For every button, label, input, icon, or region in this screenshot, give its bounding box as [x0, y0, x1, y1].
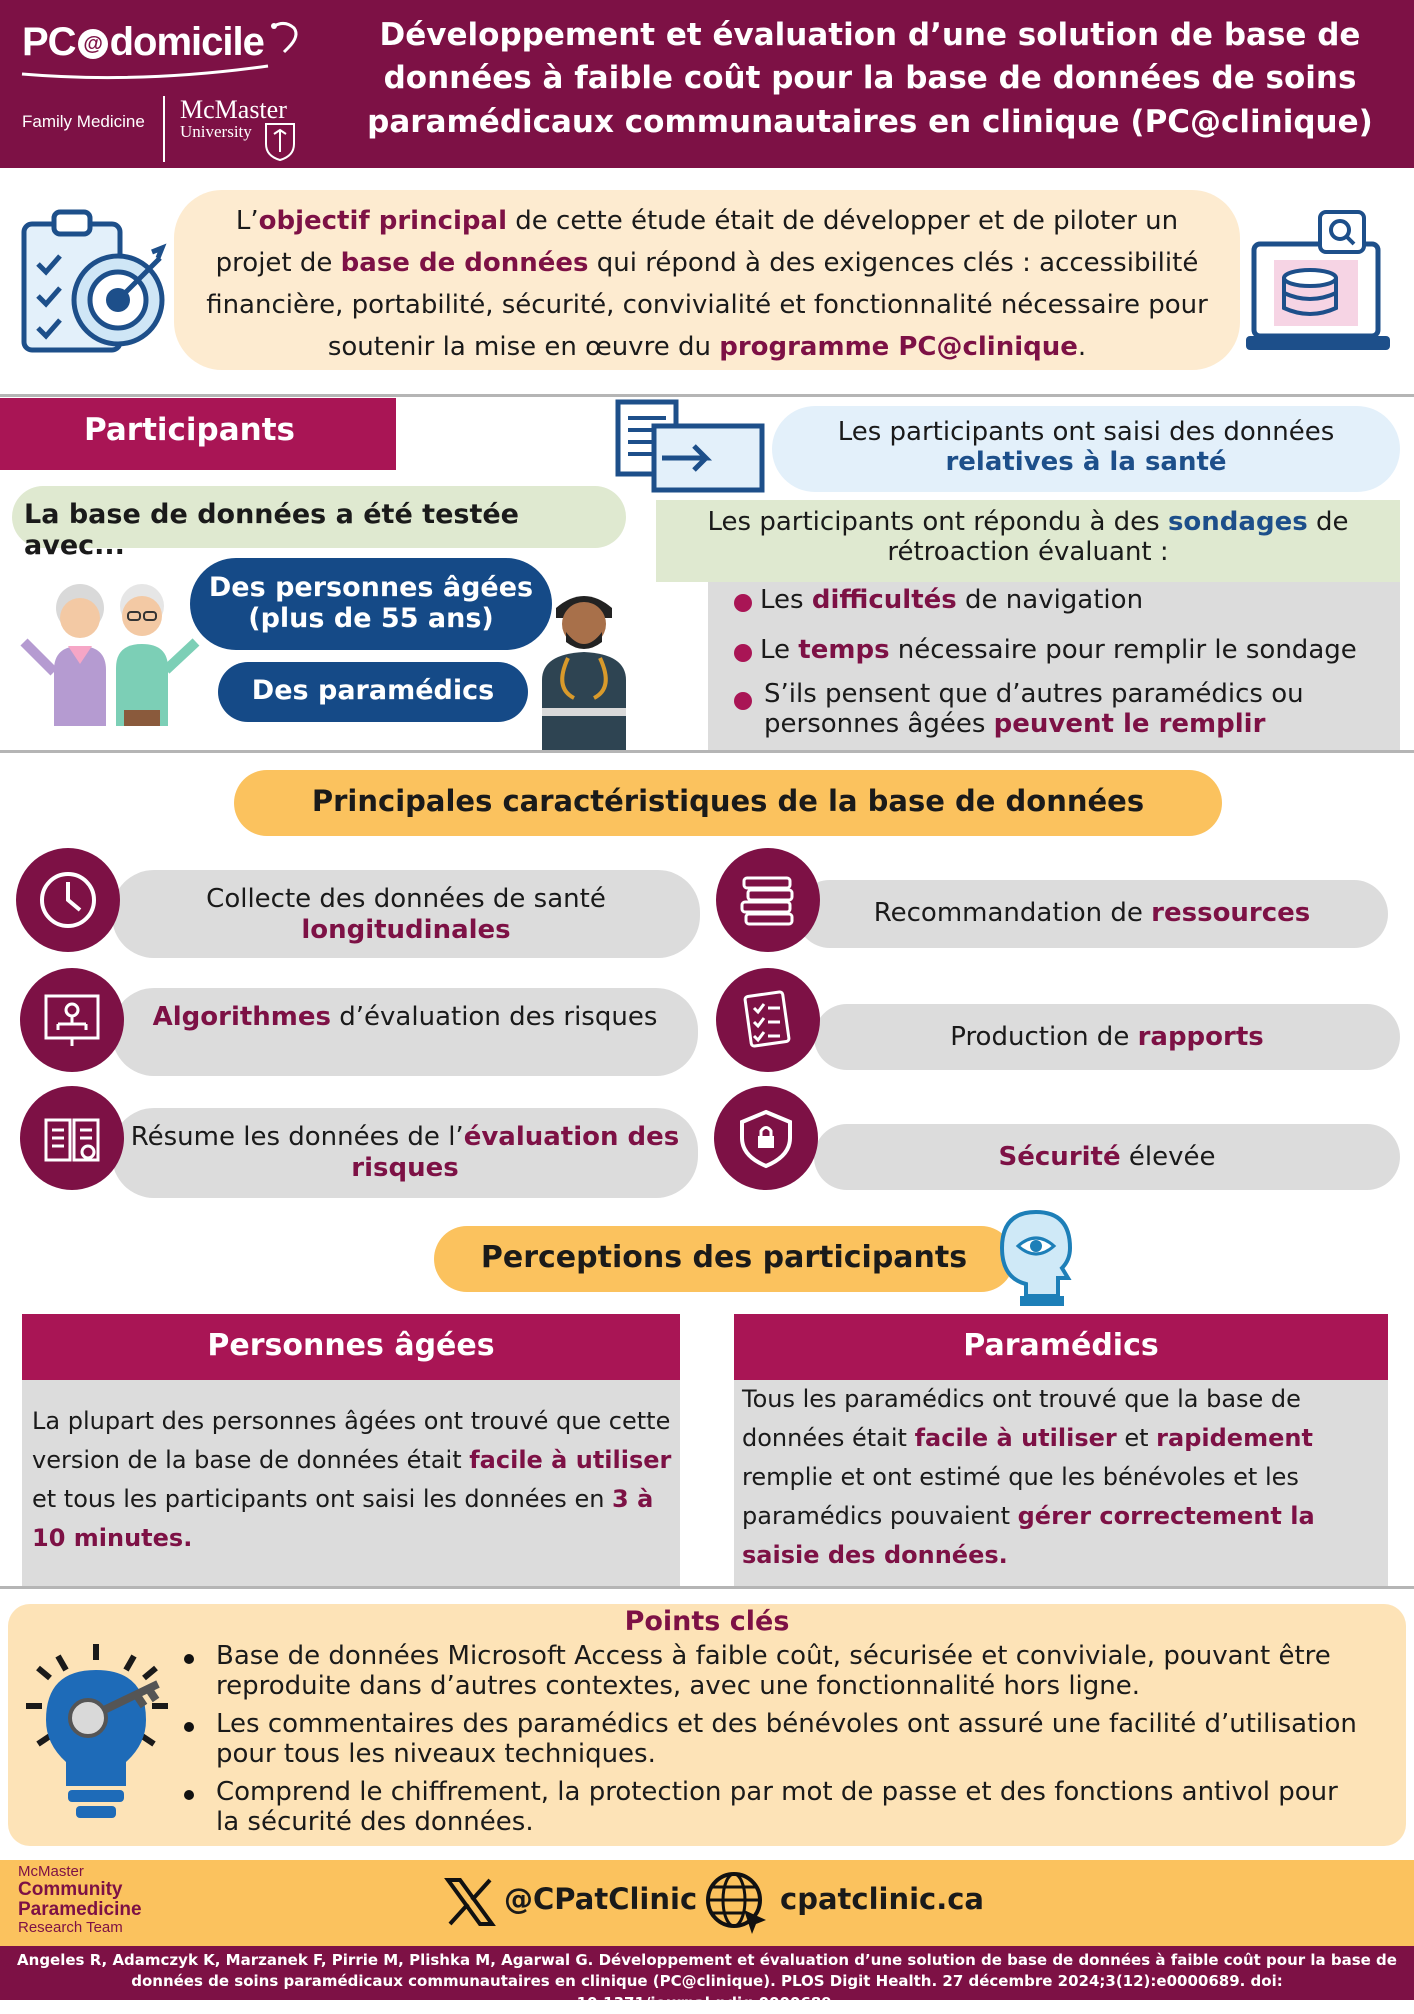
title-line: paramédicaux communautaires en clinique (PC@clinique) — [367, 103, 1373, 140]
mcmaster-name: McMaster — [180, 95, 287, 124]
seniors-group-badge — [190, 558, 552, 650]
bullet-dot — [734, 594, 752, 612]
logo-divider — [163, 96, 165, 162]
tested-with-label: La base de données a été testée avec... — [12, 486, 626, 548]
page-title — [340, 14, 1400, 144]
logo-line: Research Team — [18, 1918, 123, 1936]
university-name: University — [180, 122, 252, 142]
bullet-dot — [184, 1654, 194, 1664]
seniors-age-label: (plus de 55 ans) — [248, 603, 494, 635]
research-team-logo — [18, 1864, 142, 1935]
title-line: Développement et évaluation d’une solution de base de — [379, 17, 1361, 53]
objective-text: de cette étude était de développer et de piloter un projet de — [215, 206, 1179, 279]
survey-text: de rétroaction évaluant : — [887, 507, 1349, 567]
open-book-icon — [42, 1108, 102, 1168]
feature-icon-circle — [20, 968, 124, 1072]
feature-highlight: longitudinales — [301, 914, 511, 945]
paramedics-column-heading: Paramédics — [734, 1314, 1388, 1380]
seniors-perception-text — [22, 1380, 680, 1586]
survey-highlight: sondages — [1167, 507, 1308, 537]
logo-at-sign: @ — [78, 29, 108, 59]
shield-lock-icon — [736, 1108, 796, 1168]
feature-resources — [796, 880, 1388, 948]
objective-highlight: objectif principal — [258, 206, 507, 236]
item-highlight: peuvent le remplir — [993, 708, 1266, 739]
feature-text: Production de — [950, 1022, 1138, 1052]
feature-icon-circle — [716, 848, 820, 952]
feature-text: Collecte des données de santé — [206, 884, 606, 914]
feature-text: élevée — [1120, 1142, 1216, 1172]
feature-text: Résume les données de l’ — [130, 1122, 464, 1152]
mcmaster-crest-icon — [264, 122, 296, 162]
feature-reports — [814, 1004, 1400, 1070]
family-medicine-label: Family Medicine — [22, 112, 145, 131]
bullet-dot — [184, 1722, 194, 1732]
feature-text: d’évaluation des risques — [331, 1002, 658, 1032]
perception-text: remplie et ont estimé que les bénévoles et les paramédics pouvaient — [742, 1463, 1299, 1531]
perceptions-heading: Perceptions des participants — [434, 1226, 1014, 1292]
laptop-database-icon — [1246, 208, 1390, 356]
perception-highlight: facile à utiliser — [914, 1424, 1117, 1453]
list-item — [760, 586, 1143, 616]
logo-line: Community — [18, 1878, 123, 1900]
feature-highlight: rapports — [1137, 1022, 1264, 1052]
item-text: nécessaire pour remplir le sondage — [889, 635, 1357, 665]
feature-longitudinal-data — [112, 870, 700, 958]
perception-highlight: rapidement — [1156, 1424, 1313, 1453]
citation-text: Angeles R, Adamczyk K, Marzanek F, Pirrie M, Plishka M, Agarwal G. Développement et évaluation d’une solution de base de données à faible coût pour la base de données de soins paramédicaux communautaires en clinique (PC@clinique). PLOS Digit Health. 27 décembre 2024;3(12):e0000689. doi: 10.1371/journal.pdig.0000689. — [0, 1946, 1414, 2000]
lightbulb-key-icon — [18, 1640, 176, 1826]
health-data-text: Les participants ont saisi des données — [837, 417, 1335, 447]
list-item — [216, 1710, 1366, 1770]
paramedics-perception-text — [734, 1380, 1388, 1586]
head-idea-icon — [996, 1208, 1076, 1308]
feature-text: Recommandation de — [873, 898, 1152, 928]
logo-line: Paramedicine — [18, 1898, 142, 1920]
report-checklist-icon — [738, 990, 798, 1050]
feature-risk-summary — [112, 1108, 698, 1198]
seniors-illustration-icon — [14, 576, 206, 728]
twitter-handle-link[interactable]: @CPatClinic — [504, 1882, 698, 1916]
objective-text: qui répond à des exigences clés : accessibilité financière, portabilité, sécurité, convivialité et fonctionnalité nécessaire pour soutenir la mise en œuvre du — [206, 248, 1208, 363]
survey-text: Les participants ont répondu à des — [707, 507, 1168, 537]
perception-text: et — [1116, 1424, 1157, 1453]
bullet-dot — [184, 1790, 194, 1800]
key-point-text: Comprend le chiffrement, la protection par mot de passe et des fonctions antivol pour la sécurité des données. — [216, 1777, 1338, 1837]
paramedics-group-badge: Des paramédics — [218, 662, 528, 722]
logo-pc-text: PC — [22, 20, 76, 64]
perception-highlight: gérer correctement la saisie des données. — [742, 1502, 1315, 1570]
feature-security — [814, 1124, 1400, 1190]
list-item — [216, 1642, 1366, 1702]
books-icon — [738, 870, 798, 930]
logo-line: McMaster — [18, 1863, 84, 1880]
perception-text: La plupart des personnes âgées ont trouvé que cette version de la base de données était — [32, 1407, 671, 1475]
feature-highlight: ressources — [1151, 898, 1311, 928]
document-arrow-icon — [614, 398, 768, 494]
logo-swoosh-icon — [20, 60, 272, 82]
section-divider — [0, 1586, 1414, 1589]
perception-highlight: 3 à 10 minutes. — [32, 1485, 654, 1553]
x-twitter-icon — [444, 1876, 496, 1928]
stethoscope-heart-icon — [270, 22, 300, 54]
pc-domicile-logo — [22, 20, 264, 65]
objective-text: L’ — [235, 206, 259, 236]
seniors-label: Des personnes âgées — [208, 572, 534, 603]
clipboard-target-icon — [20, 204, 170, 356]
feature-highlight: Sécurité — [998, 1142, 1121, 1172]
key-point-text: Base de données Microsoft Access à faible coût, sécurisée et conviviale, pouvant être reproduite dans d’autres contextes, avec une fonctionnalité hors ligne. — [216, 1641, 1331, 1701]
key-point-text: Les commentaires des paramédics et des bénévoles ont assuré une facilité d’utilisation pour tous les niveaux techniques. — [216, 1709, 1357, 1769]
section-divider — [0, 750, 1414, 753]
survey-criteria-list — [708, 582, 1400, 750]
item-text: Le — [760, 635, 799, 665]
feature-highlight: Algorithmes — [152, 1002, 332, 1032]
objective-highlight: programme PC@clinique — [719, 332, 1078, 363]
features-heading: Principales caractéristiques de la base de données — [234, 770, 1222, 836]
objective-highlight: base de données — [340, 248, 589, 279]
item-highlight: temps — [798, 635, 890, 665]
item-text: de navigation — [956, 585, 1144, 615]
bullet-dot — [734, 644, 752, 662]
perception-text: Tous les paramédics ont trouvé que la base de données était — [742, 1385, 1301, 1453]
feature-icon-circle — [20, 1086, 124, 1190]
feature-icon-circle — [714, 1086, 818, 1190]
globe-cursor-icon — [704, 1870, 770, 1936]
feature-risk-algorithms — [112, 988, 698, 1076]
feature-icon-circle — [16, 848, 120, 952]
perception-highlight: facile à utiliser — [469, 1446, 672, 1475]
participants-heading: Participants — [0, 398, 396, 470]
item-text: S’ils pensent que d’autres paramédics ou personnes âgées — [764, 679, 1304, 739]
list-item — [760, 636, 1357, 666]
objective-text: . — [1077, 332, 1087, 363]
key-points-heading: Points clés — [624, 1606, 790, 1637]
logo-domicile-text: domicile — [109, 20, 264, 64]
feature-highlight: évaluation des risques — [351, 1122, 680, 1183]
list-item — [216, 1778, 1366, 1838]
paramedic-illustration-icon — [538, 586, 630, 750]
section-divider — [0, 394, 1414, 397]
survey-heading — [656, 500, 1400, 582]
list-item — [764, 680, 1384, 740]
health-data-highlight: relatives à la santé — [945, 446, 1227, 477]
health-data-callout — [772, 406, 1400, 492]
website-link[interactable]: cpatclinic.ca — [780, 1882, 985, 1916]
perception-text: et tous les participants ont saisi les données en — [32, 1485, 613, 1514]
objective-statement — [174, 190, 1240, 370]
feature-icon-circle — [716, 968, 820, 1072]
item-highlight: difficultés — [811, 585, 957, 615]
algorithm-board-icon — [42, 990, 102, 1050]
item-text: Les — [760, 585, 812, 615]
clock-icon — [38, 870, 98, 930]
title-line: données à faible coût pour la base de données de soins — [383, 60, 1357, 97]
seniors-column-heading: Personnes âgées — [22, 1314, 680, 1380]
bullet-dot — [734, 692, 752, 710]
